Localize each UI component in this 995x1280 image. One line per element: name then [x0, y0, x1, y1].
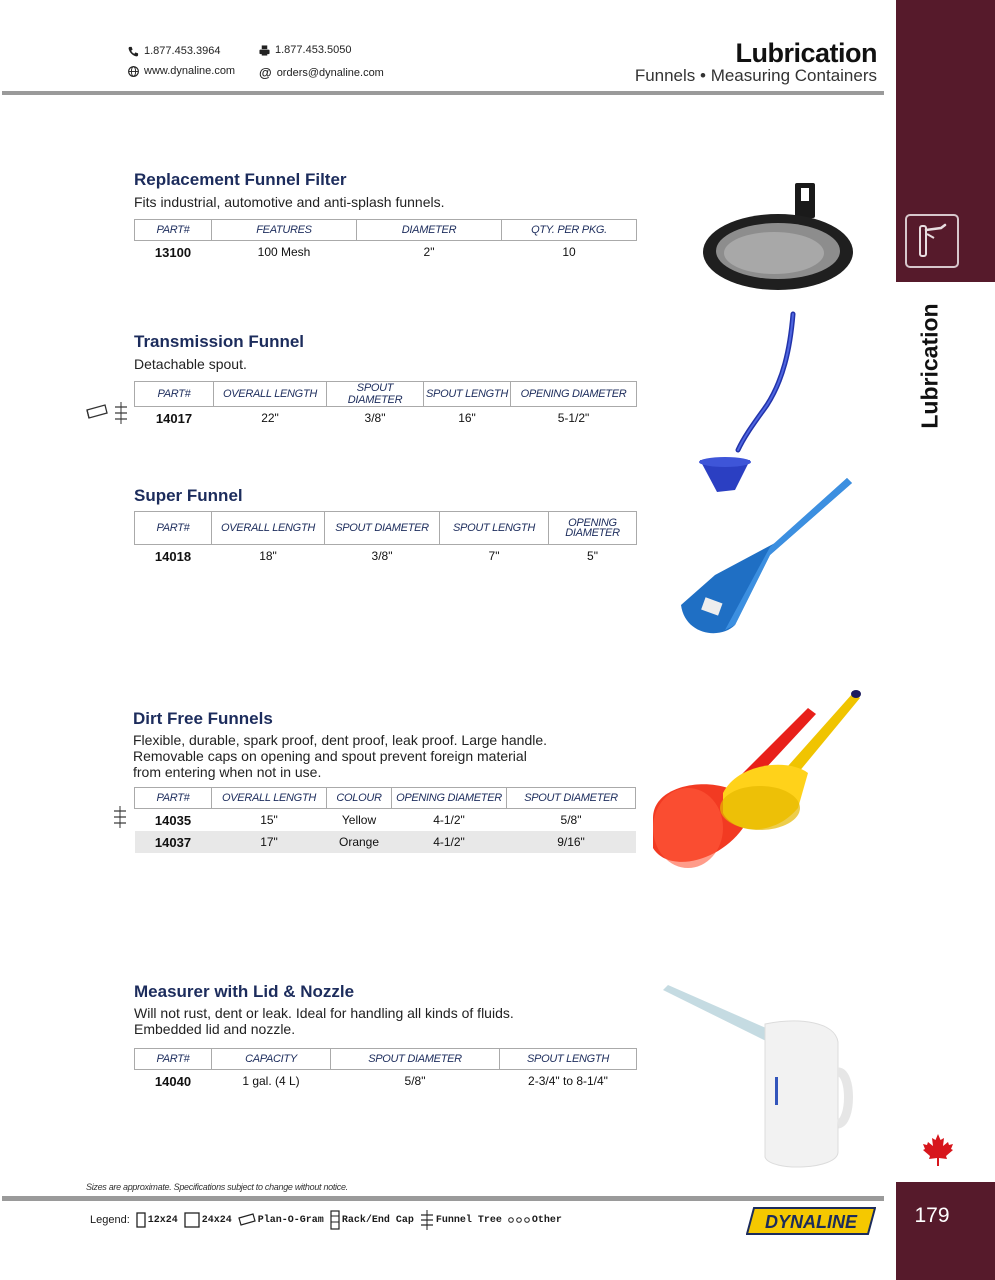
page-number-band	[896, 1182, 995, 1280]
table-cell: Yellow	[341, 813, 377, 827]
legend-item-12x24	[136, 1212, 178, 1228]
table-cell: 100 Mesh	[257, 245, 311, 259]
part-number[interactable]: 14040	[154, 1073, 192, 1089]
other-icon	[508, 1216, 530, 1224]
section-description: Detachable spout.	[134, 356, 247, 372]
funnel-filter-image	[700, 180, 860, 300]
spec-table-funnel-filter	[134, 219, 637, 263]
funnel-tree-icon	[112, 806, 128, 833]
table-cell: 15"	[260, 813, 278, 827]
table-cell: 3/8"	[371, 549, 393, 563]
legend-label: Legend:	[90, 1214, 130, 1226]
column-header: SPOUT LENGTH	[500, 1049, 637, 1070]
legend-item-label: Rack/End Cap	[341, 1214, 414, 1226]
legend-item-rack-end-cap	[330, 1210, 414, 1230]
table-cell: 9/16"	[507, 831, 636, 853]
column-header: OVERALL LENGTH	[212, 512, 325, 545]
column-header: SPOUT DIAMETER	[327, 382, 424, 407]
table-cell: 2"	[423, 245, 435, 259]
footer-divider	[2, 1196, 884, 1201]
column-header: SPOUT LENGTH	[424, 382, 511, 407]
header-divider	[2, 91, 884, 95]
globe-icon	[128, 66, 139, 77]
spec-table-transmission-funnel	[134, 381, 637, 429]
column-header: SPOUT LENGTH	[440, 512, 549, 545]
table-cell: 4-1/2"	[392, 831, 507, 853]
part-number[interactable]: 14018	[154, 548, 192, 564]
table-cell: 22"	[261, 411, 279, 425]
legend-item-funnel-tree	[420, 1210, 502, 1230]
column-header: OPENING DIAMETER	[511, 382, 637, 407]
email-link[interactable]: orders@dynaline.com	[276, 66, 384, 79]
table-cell: 4-1/2"	[433, 813, 465, 827]
table-cell: 17"	[212, 831, 327, 853]
legend-item-other	[508, 1215, 562, 1226]
section-title-dirt-free-funnels: Dirt Free Funnels	[133, 709, 273, 728]
spec-table-dirt-free-funnels	[134, 787, 636, 853]
plan-o-gram-icon	[238, 1213, 256, 1227]
table-cell: 5/8"	[560, 813, 582, 827]
column-header: PART#	[135, 220, 212, 241]
description-line: from entering when not in use.	[133, 764, 322, 780]
section-title-transmission-funnel: Transmission Funnel	[134, 332, 305, 351]
table-row	[135, 407, 637, 430]
part-number[interactable]: 14017	[155, 410, 193, 426]
funnel-tree-icon	[113, 402, 129, 429]
column-header: PART#	[135, 382, 214, 407]
phone-number[interactable]: 1.877.453.3964	[144, 45, 221, 57]
column-header: OVERALL LENGTH	[212, 788, 327, 809]
dynaline-logo	[746, 1207, 876, 1235]
phone-icon	[128, 46, 139, 57]
column-header: FEATURES	[212, 220, 357, 241]
legend-item-label: Funnel Tree	[435, 1214, 502, 1226]
page-title: Lubrication	[735, 38, 877, 68]
table-cell: 5/8"	[404, 1074, 426, 1088]
legend-item-plan-o-gram	[238, 1213, 324, 1227]
table-cell: 2-3/4" to 8-1/4"	[528, 1074, 608, 1088]
page-subtitle: Funnels • Measuring Containers	[634, 66, 877, 85]
legend-item-label: 12x24	[147, 1214, 178, 1226]
table-row	[135, 545, 637, 568]
24x24-icon	[184, 1212, 200, 1228]
side-label-text: Lubrication	[916, 303, 943, 429]
phone-contact	[128, 45, 220, 57]
table-cell: 10	[562, 245, 576, 259]
table-row	[135, 1070, 637, 1093]
description-line: Flexible, durable, spark proof, dent proof, leak proof. Large handle.	[133, 732, 548, 748]
dirt-free-funnels-image	[648, 688, 868, 878]
section-title-measurer: Measurer with Lid & Nozzle	[134, 982, 355, 1001]
column-header: CAPACITY	[212, 1049, 331, 1070]
page-number: 179	[914, 1204, 950, 1227]
legend	[90, 1210, 562, 1230]
legend-item-24x24	[184, 1212, 232, 1228]
table-cell: 1 gal. (4 L)	[242, 1074, 300, 1088]
column-header: OPENING DIAMETER	[549, 512, 637, 545]
section-title-funnel-filter: Replacement Funnel Filter	[134, 170, 347, 189]
table-row	[135, 241, 637, 264]
column-header: QTY. PER PKG.	[502, 220, 637, 241]
side-category-label	[900, 296, 960, 436]
fax-icon	[259, 45, 270, 56]
column-header: COLOUR	[327, 788, 392, 809]
fax-number[interactable]: 1.877.453.5050	[275, 44, 352, 56]
section-description	[133, 732, 547, 780]
table-cell: 7"	[488, 549, 500, 563]
section-title-super-funnel: Super Funnel	[134, 486, 243, 505]
spec-table-measurer	[134, 1048, 637, 1092]
table-cell: 18"	[259, 549, 277, 563]
column-header: SPOUT DIAMETER	[331, 1049, 500, 1070]
fax-contact	[259, 44, 351, 56]
table-row	[135, 809, 636, 832]
table-cell: 16"	[458, 411, 476, 425]
column-header: SPOUT DIAMETER	[507, 788, 636, 809]
part-number[interactable]: 13100	[154, 244, 192, 260]
legend-item-label: 24x24	[201, 1214, 232, 1226]
rack-end-cap-icon	[330, 1210, 340, 1230]
description-line: Removable caps on opening and spout prevent foreign material	[133, 748, 527, 764]
description-line: Will not rust, dent or leak. Ideal for handling all kinds of fluids.	[134, 1005, 514, 1021]
column-header: PART#	[135, 1049, 212, 1070]
legend-item-label: Other	[531, 1214, 562, 1226]
super-funnel-image	[675, 475, 855, 650]
section-description	[134, 1005, 514, 1037]
grease-gun-icon	[905, 214, 959, 268]
measurer-image	[660, 982, 855, 1177]
maple-leaf-icon	[922, 1133, 954, 1172]
table-cell: 3/8"	[364, 411, 386, 425]
column-header: DIAMETER	[357, 220, 502, 241]
spec-table-super-funnel	[134, 511, 637, 567]
12x24-icon	[136, 1212, 146, 1228]
funnel-tree-icon	[420, 1210, 434, 1230]
website-link[interactable]: www.dynaline.com	[144, 65, 236, 77]
column-header: OVERALL LENGTH	[214, 382, 327, 407]
website-contact	[128, 65, 235, 77]
at-icon: @	[259, 65, 272, 80]
part-number[interactable]: 14037	[135, 831, 212, 853]
email-contact	[259, 65, 384, 80]
description-line: Embedded lid and nozzle.	[134, 1021, 296, 1037]
column-header: OPENING DIAMETER	[392, 788, 507, 809]
logo-text: DYNALINE	[764, 1212, 858, 1232]
part-number[interactable]: 14035	[154, 812, 192, 828]
column-header: PART#	[135, 512, 212, 545]
plan-o-gram-icon	[85, 402, 109, 427]
table-cell: 5"	[587, 549, 598, 563]
column-header: PART#	[135, 788, 212, 809]
section-description: Fits industrial, automotive and anti-splash funnels.	[134, 194, 445, 210]
table-row	[135, 831, 636, 853]
table-cell: Orange	[327, 831, 392, 853]
column-header: SPOUT DIAMETER	[325, 512, 440, 545]
disclaimer: Sizes are approximate. Specifications subject to change without notice.	[86, 1182, 348, 1192]
legend-item-label: Plan-O-Gram	[257, 1214, 324, 1226]
table-cell: 5-1/2"	[557, 411, 590, 425]
